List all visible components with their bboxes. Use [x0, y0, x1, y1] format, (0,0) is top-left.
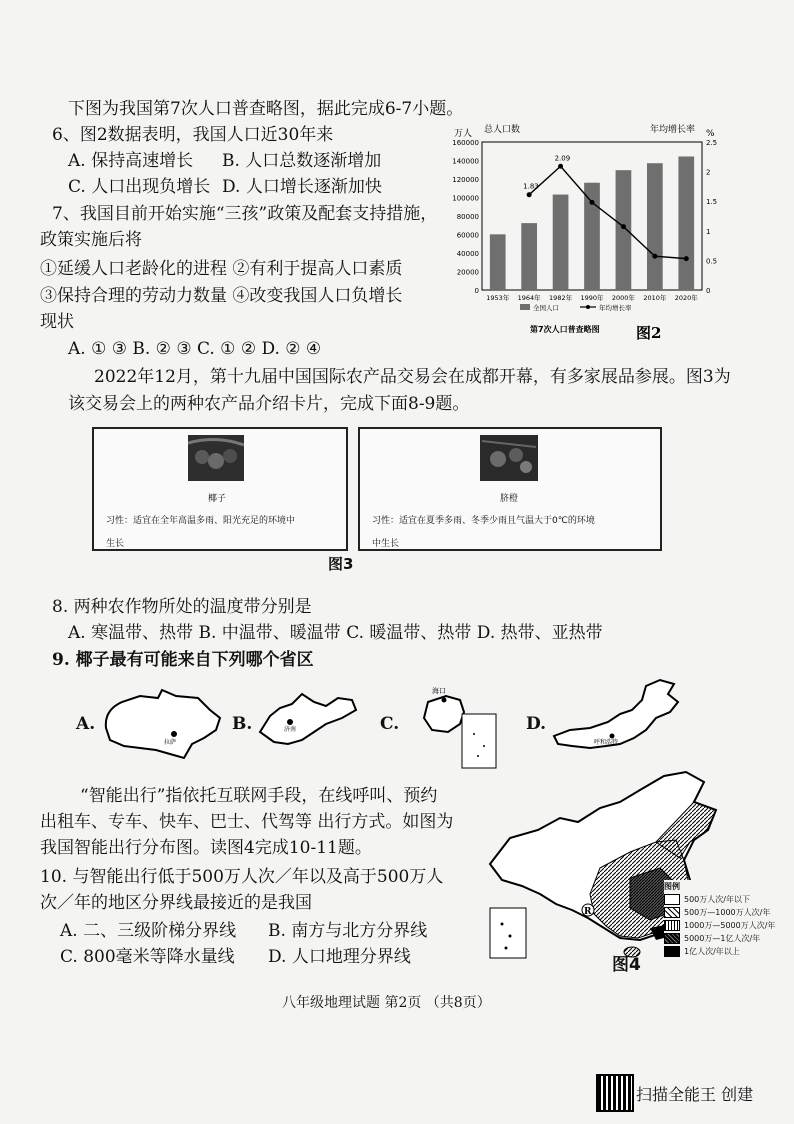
- figure-3-label: 图3: [328, 555, 354, 573]
- q8-options: A. 寒温带、热带 B. 中温带、暖温带 C. 暖温带、热带 D. 热带、亚热带: [68, 623, 603, 643]
- y-tick-right: 2.5: [706, 139, 718, 147]
- y-tick-right: 1: [706, 227, 711, 236]
- q7-stem-2: 政策实施后将: [40, 230, 142, 250]
- legend-marker-growth: [586, 305, 590, 309]
- figure-2-label: 图2: [636, 324, 662, 342]
- bar-population: [678, 156, 694, 290]
- q6-option-a: A. 保持高速增长: [68, 151, 194, 171]
- q7-choices: A. ① ③ B. ② ③ C. ① ② D. ② ④: [68, 339, 322, 359]
- q6-option-d: D. 人口增长逐渐加快: [222, 177, 382, 197]
- card-orange-text-1: 习性：适宜在夏季多雨、冬季少雨且气温大于0℃的环境: [372, 516, 595, 526]
- q7-option-line-1: ①延缓人口老龄化的进程 ②有利于提高人口素质: [40, 259, 403, 279]
- legend-item-4: 5000万—1亿人次/年: [664, 932, 775, 945]
- q6-option-b: B. 人口总数逐渐增加: [222, 151, 382, 171]
- qr-code-icon: [596, 1074, 634, 1112]
- y-tick-left: 120000: [452, 176, 479, 184]
- q7-option-line-2: ③保持合理的劳动力数量 ④改变我国人口负增长: [40, 286, 403, 306]
- q9-label-c: C.: [380, 714, 400, 734]
- q9-stem: 9. 椰子最有可能来自下列哪个省区: [52, 650, 314, 670]
- x-tick-label: 1953年: [486, 294, 510, 302]
- population-chart: [440, 120, 730, 348]
- y-tick-right: 2: [706, 168, 711, 177]
- data-label: 2.09: [554, 154, 571, 163]
- chart-unit-right: %: [706, 129, 715, 139]
- legend-item-1: 500万人次/年以下: [664, 893, 775, 906]
- x-tick-label: 2010年: [643, 294, 667, 302]
- intro-10-11-line-2: 出租车、专车、快车、巴士、代驾等 出行方式。如图为: [40, 812, 454, 832]
- card-coconut-text-2: 生长: [106, 539, 125, 549]
- intro-10-11-line-1: “智能出行”指依托互联网手段，在线呼叫、预约: [80, 786, 438, 806]
- x-tick-label: 1964年: [517, 294, 541, 302]
- legend-item-5: 1亿人次/年以上: [664, 945, 775, 958]
- y-tick-right: 1.5: [706, 198, 718, 207]
- y-tick-right: 0: [706, 287, 711, 295]
- coconut-photo: [188, 435, 244, 481]
- chart-title-left: 总人口数: [484, 125, 521, 135]
- q9-label-d: D.: [526, 714, 547, 734]
- orange-photo: [480, 435, 538, 481]
- q7-option-line-3: 现状: [40, 312, 74, 332]
- intro-6-7: 下图为我国第7次人口普查略图，据此完成6-7小题。: [68, 99, 464, 119]
- legend-swatch-population: [520, 304, 530, 310]
- figure-4-label: 图4: [612, 955, 641, 975]
- x-tick-label: 1990年: [580, 294, 604, 302]
- map-legend: [664, 880, 775, 958]
- point-growth-rate: [527, 192, 532, 197]
- data-label: 1.83: [523, 182, 539, 191]
- intro-8-9-line-2: 该交易会上的两种农产品介绍卡片，完成下面8-9题。: [68, 394, 470, 414]
- x-tick-label: 2000年: [611, 294, 635, 302]
- y-tick-left: 160000: [452, 139, 479, 147]
- point-growth-rate: [590, 200, 595, 205]
- card-coconut-name: 椰子: [208, 494, 227, 504]
- intro-8-9-line-1: 2022年12月，第十九届中国国际农产品交易会在成都开幕，有多家展品参展。图3为: [94, 367, 731, 387]
- y-tick-left: 80000: [456, 213, 479, 221]
- q9-label-a: A.: [76, 714, 96, 734]
- bar-population: [521, 223, 537, 290]
- city-jinan: 济南: [284, 726, 297, 733]
- intro-10-11-line-3: 我国智能出行分布图。读图4完成10-11题。: [40, 838, 372, 858]
- legend-title: 图例: [664, 882, 680, 891]
- card-coconut-text-1: 习性：适宜在全年高温多雨、阳光充足的环境中: [106, 516, 296, 526]
- q7-stem-1: 7、我国目前开始实施“三孩”政策及配套支持措施，: [52, 204, 438, 224]
- bar-population: [584, 183, 600, 290]
- map-option-c-hainan: [414, 684, 504, 772]
- card-orange-name: 脐橙: [500, 494, 519, 504]
- legend-item-3: 1000万—5000万人次/年: [664, 919, 775, 932]
- q6-option-c: C. 人口出现负增长: [68, 177, 211, 197]
- q10-option-c: C. 800毫米等降水量线: [60, 947, 235, 967]
- x-tick-label: 2020年: [674, 294, 698, 302]
- bar-population: [553, 195, 569, 290]
- q10-option-d: D. 人口地理分界线: [268, 947, 411, 967]
- card-coconut: [92, 427, 348, 551]
- bar-population: [616, 170, 632, 290]
- watermark-text: 扫描全能王 创建: [636, 1085, 754, 1104]
- bar-population: [647, 163, 663, 290]
- q9-label-b: B.: [232, 714, 253, 734]
- card-navel-orange: [358, 427, 662, 551]
- card-orange-text-2: 中生长: [372, 539, 400, 549]
- city-hohhot: 呼和浩特: [594, 739, 619, 746]
- q10-stem-1: 10. 与智能出行低于500万人次／年以及高于500万人: [40, 867, 444, 887]
- map-option-b-shandong: [256, 688, 360, 748]
- q10-option-a: A. 二、三级阶梯分界线: [60, 921, 237, 941]
- x-tick-label: 1982年: [549, 294, 573, 302]
- chart-caption-small: 第7次人口普查略图: [530, 325, 600, 334]
- legend-label-growth: 年均增长率: [599, 304, 632, 312]
- point-growth-rate: [621, 224, 626, 229]
- y-tick-right: 0.5: [706, 257, 718, 266]
- y-tick-left: 100000: [452, 194, 479, 203]
- q10-stem-2: 次／年的地区分界线最接近的是我国: [40, 893, 312, 913]
- q6-stem: 6、图2数据表明，我国人口近30年来: [52, 125, 334, 145]
- bar-population: [490, 234, 506, 290]
- point-growth-rate: [652, 254, 657, 259]
- city-lhasa: 拉萨: [164, 739, 177, 746]
- legend-label-population: 全国人口: [533, 304, 559, 312]
- y-tick-left: 20000: [456, 268, 479, 277]
- chart-title-right: 年均增长率: [650, 125, 696, 135]
- y-tick-left: 0: [474, 287, 479, 295]
- y-tick-left: 40000: [456, 250, 479, 258]
- legend-item-2: 500万—1000万人次/年: [664, 906, 775, 919]
- point-growth-rate: [558, 164, 563, 169]
- q10-option-b: B. 南方与北方分界线: [268, 921, 428, 941]
- map-option-a-tibet: [100, 688, 224, 762]
- page-footer: 八年级地理试题 第2页 （共8页）: [282, 995, 491, 1011]
- q8-stem: 8. 两种农作物所处的温度带分别是: [52, 597, 312, 617]
- city-haikou: 海口: [432, 687, 446, 695]
- point-growth-rate: [684, 256, 689, 261]
- chart-unit-left: 万人: [454, 129, 473, 139]
- y-tick-left: 60000: [456, 231, 479, 240]
- map-option-d-inner-mongolia: [550, 678, 690, 754]
- y-tick-left: 140000: [452, 157, 479, 166]
- map-region-mark: R: [584, 907, 592, 917]
